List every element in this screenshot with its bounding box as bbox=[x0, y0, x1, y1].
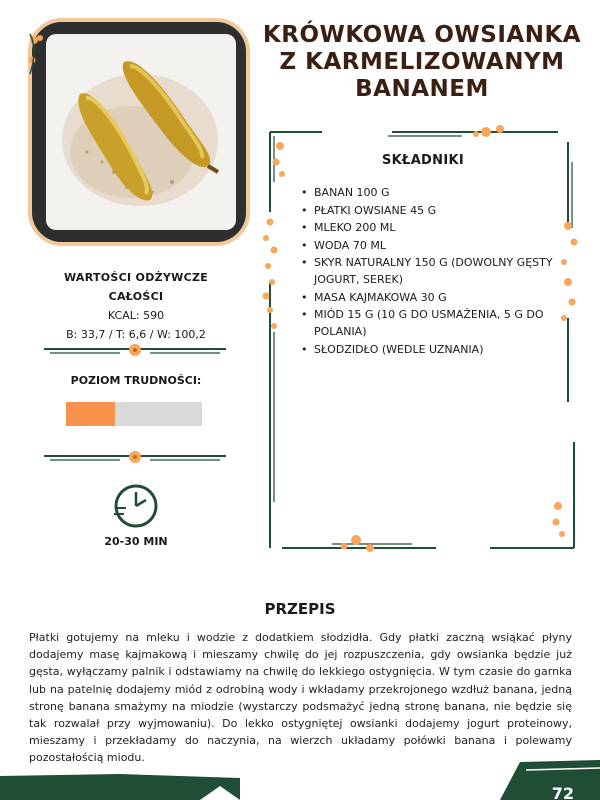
time-label: 20-30 MIN bbox=[104, 535, 168, 548]
clock-icon bbox=[112, 482, 160, 530]
nutrition-heading: WARTOŚCI ODŻYWCZE CAŁOŚCI bbox=[63, 271, 209, 303]
ingredients-list bbox=[298, 184, 562, 358]
ornament-divider bbox=[40, 448, 230, 468]
title-line-3: BANANEM bbox=[355, 76, 489, 102]
flower-decoration-icon bbox=[24, 30, 64, 80]
recipe-text: Płatki gotujemy na mleku i wodzie z dodatkiem słodzidła. Gdy płatki zaczną wsiąkać płyny dodajemy masę kajmakową i mieszamy chwilę do jej rozpuszczenia, gdy owsianka będzie już gęsta, wyłączamy palnik i odstawiamy na chwilę do lekkiego ostygnięcia. W tym czasie do garnka lub na patelnię dodajemy miód z odrobiną wody i wkładamy przekrojonego wzdłuż banana, jedną stronę banana smażymy na miodzie (wystarczy podsmażyć jedną stronę banana, nie będzie się tak rozwalał przy wyjmowaniu). Do lekko ostygniętej owsianki dodajemy jogurt proteinowy, mieszamy i przekładamy do naczynia, na wierzch układamy połówki banana i polewamy pozostałością miodu. bbox=[29, 631, 572, 765]
ingredient-item: • MLEKO 200 ML bbox=[298, 219, 562, 236]
footer-decoration bbox=[0, 760, 600, 800]
ingredient-item: • PŁATKI OWSIANE 45 G bbox=[298, 202, 562, 219]
ingredient-item: • WODA 70 ML bbox=[298, 237, 562, 254]
recipe-heading: PRZEPIS bbox=[264, 600, 336, 618]
ingredient-item: • SŁODZIDŁO (WEDLE UZNANIA) bbox=[298, 341, 562, 358]
nutrition-macros: B: 33,7 / T: 6,6 / W: 100,2 bbox=[66, 328, 206, 341]
difficulty-bar bbox=[66, 402, 202, 426]
ingredients-heading: SKŁADNIKI bbox=[382, 153, 464, 168]
ingredient-item: • BANAN 100 G bbox=[298, 184, 562, 201]
ornament-divider bbox=[40, 341, 230, 361]
ingredient-item: • SKYR NATURALNY 150 G (DOWOLNY GĘSTY JOGURT, SEREK) bbox=[298, 254, 562, 288]
title-line-1: KRÓWKOWA OWSIANKA bbox=[262, 22, 582, 48]
recipe-title bbox=[262, 22, 582, 103]
nutrition-kcal: KCAL: 590 bbox=[107, 309, 165, 322]
page-number: 72 bbox=[551, 784, 574, 800]
ingredient-item: • MIÓD 15 G (10 G DO USMAŻENIA, 5 G DO POLANIA) bbox=[298, 306, 562, 340]
ingredient-item: • MASA KAJMAKOWA 30 G bbox=[298, 289, 562, 306]
difficulty-label: POZIOM TRUDNOŚCI: bbox=[70, 374, 202, 387]
title-line-2: Z KARMELIZOWANYM bbox=[279, 49, 565, 75]
difficulty-bar-fill bbox=[66, 402, 115, 426]
nutrition-block bbox=[36, 268, 236, 344]
